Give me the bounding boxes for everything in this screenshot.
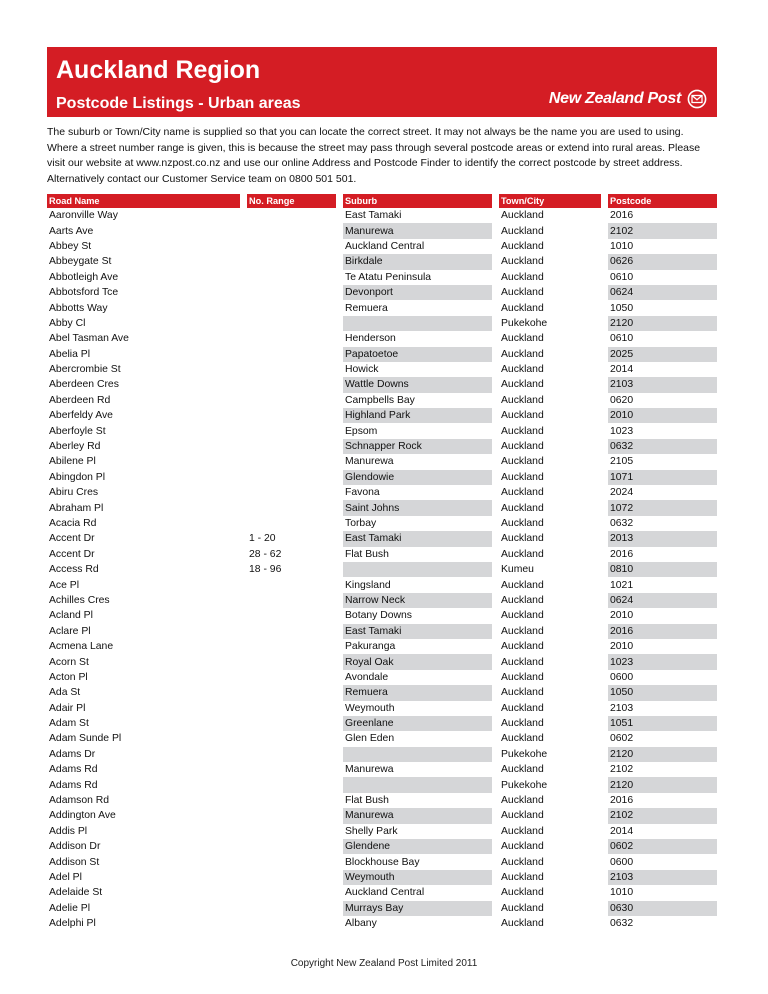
town-city-cell: Kumeu [501, 564, 534, 576]
postcode-cell: 0602 [608, 839, 717, 854]
postcode-cell: 2102 [608, 808, 717, 823]
town-city-cell: Auckland [501, 656, 544, 668]
suburb-cell: Remuera [345, 302, 388, 314]
road-name-cell: Abilene Pl [49, 456, 96, 468]
town-city-cell: Auckland [501, 795, 544, 807]
town-city-cell: Auckland [501, 471, 544, 483]
suburb-cell: Avondale [345, 671, 389, 683]
postcode-table [47, 194, 717, 931]
no-range-cell [247, 377, 336, 392]
postcode-cell: 0602 [610, 733, 634, 745]
road-name-cell: Abbeygate St [49, 256, 112, 268]
table-row [47, 531, 717, 546]
suburb-cell: Schnapper Rock [343, 439, 492, 454]
column-header-suburb: Suburb [343, 194, 492, 208]
road-name-cell: Abingdon Pl [49, 471, 106, 483]
no-range-cell [247, 854, 336, 869]
table-row [47, 547, 717, 562]
table-row [47, 577, 717, 592]
postcode-cell: 0632 [610, 918, 634, 930]
suburb-cell: Narrow Neck [343, 593, 492, 608]
column-header-town-city: Town/City [499, 194, 601, 208]
postcode-cell: 1021 [610, 579, 634, 591]
postcode-cell: 1023 [610, 425, 634, 437]
no-range-cell [247, 639, 336, 654]
postcode-cell: 1050 [610, 302, 634, 314]
no-range-cell [247, 347, 336, 362]
page-subtitle: Postcode Listings - Urban areas [56, 95, 301, 112]
road-name-cell: Aberdeen Rd [49, 394, 111, 406]
suburb-cell: East Tamaki [345, 210, 402, 222]
suburb-cell: Devonport [343, 285, 492, 300]
road-name-cell: Aclare Pl [49, 625, 91, 637]
postcode-cell: 1071 [608, 470, 717, 485]
postcode-cell: 2010 [610, 610, 634, 622]
no-range-cell [247, 223, 336, 238]
postcode-cell: 2013 [608, 531, 717, 546]
road-name-cell: Aberdeen Cres [49, 379, 119, 391]
postcode-cell: 0632 [608, 439, 717, 454]
table-row [47, 454, 717, 469]
table-row [47, 270, 717, 285]
suburb-cell: Albany [345, 918, 377, 930]
no-range-cell [247, 670, 336, 685]
town-city-cell: Auckland [501, 533, 544, 545]
no-range-cell [247, 316, 336, 331]
suburb-cell: Royal Oak [343, 654, 492, 669]
road-name-cell: Abby Cl [49, 317, 86, 329]
no-range-cell [247, 793, 336, 808]
town-city-cell: Auckland [501, 579, 544, 591]
table-row [47, 239, 717, 254]
postcode-cell: 1072 [608, 500, 717, 515]
suburb-cell: East Tamaki [343, 531, 492, 546]
no-range-cell [247, 624, 336, 639]
suburb-cell: Murrays Bay [343, 901, 492, 916]
no-range-cell [247, 408, 336, 423]
postcode-cell: 2024 [610, 487, 634, 499]
town-city-cell: Auckland [501, 918, 544, 930]
road-name-cell: Acmena Lane [49, 641, 114, 653]
town-city-cell: Auckland [501, 240, 544, 252]
no-range-cell [247, 439, 336, 454]
no-range-cell [247, 808, 336, 823]
suburb-cell [343, 747, 492, 762]
town-city-cell: Auckland [501, 410, 544, 422]
suburb-cell: Favona [345, 487, 380, 499]
table-row [47, 685, 717, 700]
column-header-postcode: Postcode [608, 194, 717, 208]
envelope-icon [687, 89, 707, 109]
town-city-cell: Auckland [501, 333, 544, 345]
no-range-cell: 18 - 96 [249, 564, 282, 576]
postcode-cell: 2025 [608, 347, 717, 362]
postcode-cell: 0624 [608, 285, 717, 300]
postcode-cell: 1010 [610, 887, 634, 899]
town-city-cell: Auckland [501, 641, 544, 653]
town-city-cell: Auckland [501, 902, 544, 914]
postcode-cell: 0620 [610, 394, 634, 406]
no-range-cell [247, 423, 336, 438]
table-row [47, 470, 717, 485]
town-city-cell: Auckland [501, 425, 544, 437]
postcode-cell: 0632 [610, 518, 634, 529]
town-city-cell: Auckland [501, 502, 544, 514]
table-row [47, 747, 717, 762]
header-banner [47, 47, 717, 117]
town-city-cell: Auckland [501, 256, 544, 268]
table-row [47, 793, 717, 808]
nz-post-logo [549, 89, 707, 109]
road-name-cell: Abbey St [49, 240, 92, 252]
no-range-cell [247, 685, 336, 700]
suburb-cell: Pakuranga [345, 641, 396, 653]
road-name-cell: Accent Dr [49, 548, 95, 560]
road-name-cell: Acton Pl [49, 671, 88, 683]
table-row [47, 285, 717, 300]
no-range-cell [247, 839, 336, 854]
no-range-cell [247, 239, 336, 254]
suburb-cell: Weymouth [345, 702, 395, 714]
postcode-cell: 2103 [610, 702, 634, 714]
postcode-cell: 2102 [608, 223, 717, 238]
road-name-cell: Abel Tasman Ave [49, 333, 129, 345]
road-name-cell: Aberfeldy Ave [49, 410, 113, 422]
suburb-cell: Auckland Central [345, 240, 425, 252]
table-row [47, 854, 717, 869]
town-city-cell: Auckland [501, 887, 544, 899]
table-row [47, 608, 717, 623]
suburb-cell: Manurewa [343, 808, 492, 823]
no-range-cell [247, 593, 336, 608]
postcode-cell: 2120 [608, 747, 717, 762]
no-range-cell [247, 470, 336, 485]
suburb-cell: Birkdale [343, 254, 492, 269]
suburb-cell: Henderson [345, 333, 396, 345]
table-row [47, 439, 717, 454]
road-name-cell: Aberley Rd [49, 441, 101, 453]
no-range-cell [247, 300, 336, 315]
town-city-cell: Auckland [501, 348, 544, 360]
postcode-cell: 1050 [608, 685, 717, 700]
suburb-cell: Blockhouse Bay [345, 856, 420, 868]
table-body [47, 208, 717, 931]
no-range-cell [247, 500, 336, 515]
table-row [47, 516, 717, 531]
table-row [47, 331, 717, 346]
road-name-cell: Acorn St [49, 656, 89, 668]
postcode-cell: 2120 [608, 316, 717, 331]
postcode-cell: 2102 [610, 764, 634, 776]
column-header-no-range: No. Range [247, 194, 336, 208]
postcode-cell: 0600 [610, 856, 634, 868]
road-name-cell: Adam St [49, 718, 89, 730]
town-city-cell: Auckland [501, 518, 544, 529]
table-row [47, 885, 717, 900]
suburb-cell [343, 777, 492, 792]
suburb-cell: Howick [345, 364, 379, 376]
no-range-cell [247, 916, 336, 931]
suburb-cell: Kingsland [345, 579, 391, 591]
table-row [47, 701, 717, 716]
suburb-cell: Flat Bush [345, 548, 389, 560]
postcode-cell: 1023 [608, 654, 717, 669]
postcode-cell: 2105 [610, 456, 634, 468]
no-range-cell [247, 716, 336, 731]
table-row [47, 254, 717, 269]
town-city-cell: Auckland [501, 225, 544, 237]
no-range-cell [247, 208, 336, 223]
road-name-cell: Ada St [49, 687, 81, 699]
town-city-cell: Auckland [501, 287, 544, 299]
town-city-cell: Auckland [501, 548, 544, 560]
table-header-row [47, 194, 717, 208]
no-range-cell [247, 731, 336, 746]
no-range-cell [247, 747, 336, 762]
no-range-cell [247, 485, 336, 500]
suburb-cell: Glen Eden [345, 733, 395, 745]
no-range-cell [247, 393, 336, 408]
town-city-cell: Auckland [501, 364, 544, 376]
no-range-cell: 28 - 62 [249, 548, 282, 560]
town-city-cell: Auckland [501, 379, 544, 391]
suburb-cell: Epsom [345, 425, 378, 437]
suburb-cell: East Tamaki [343, 624, 492, 639]
table-row [47, 347, 717, 362]
postcode-cell: 1010 [610, 240, 634, 252]
town-city-cell: Auckland [501, 394, 544, 406]
town-city-cell: Auckland [501, 810, 544, 822]
no-range-cell [247, 577, 336, 592]
intro-paragraph: The suburb or Town/City name is supplied so that you can locate the correct street. It may not always be the name you are used to using. Where a street number range is given, this is because the street may pass through several postcode areas or extend into rural areas. Please visit our website at www.nzpost.co.nz and use our online Address and Postcode Finder to identify the correct postcode by street address. Alternatively contact our Customer Service team on 0800 501 501. [47, 126, 701, 185]
suburb-cell: Auckland Central [345, 887, 425, 899]
town-city-cell: Auckland [501, 610, 544, 622]
road-name-cell: Addington Ave [49, 810, 116, 822]
table-row [47, 824, 717, 839]
town-city-cell: Auckland [501, 733, 544, 745]
table-row [47, 500, 717, 515]
table-row [47, 762, 717, 777]
suburb-cell: Botany Downs [345, 610, 412, 622]
suburb-cell: Saint Johns [343, 500, 492, 515]
table-row [47, 223, 717, 238]
town-city-cell: Auckland [501, 856, 544, 868]
road-name-cell: Adair Pl [49, 702, 86, 714]
suburb-cell [343, 562, 492, 577]
road-name-cell: Ace Pl [49, 579, 80, 591]
town-city-cell: Auckland [501, 825, 544, 837]
suburb-cell: Papatoetoe [343, 347, 492, 362]
town-city-cell: Pukekohe [501, 748, 548, 760]
table-row [47, 316, 717, 331]
road-name-cell: Achilles Cres [49, 594, 110, 606]
no-range-cell [247, 254, 336, 269]
road-name-cell: Adelie Pl [49, 902, 91, 914]
town-city-cell: Auckland [501, 702, 544, 714]
no-range-cell [247, 331, 336, 346]
road-name-cell: Aberfoyle St [49, 425, 106, 437]
postcode-cell: 2010 [610, 641, 634, 653]
no-range-cell [247, 454, 336, 469]
town-city-cell: Auckland [501, 718, 544, 730]
postcode-cell: 2014 [610, 825, 634, 837]
suburb-cell: Wattle Downs [343, 377, 492, 392]
table-row [47, 423, 717, 438]
no-range-cell [247, 777, 336, 792]
road-name-cell: Abiru Cres [49, 487, 99, 499]
town-city-cell: Auckland [501, 671, 544, 683]
road-name-cell: Addison Dr [49, 841, 101, 853]
postcode-cell: 2103 [608, 377, 717, 392]
table-row [47, 208, 717, 223]
postcode-cell: 2016 [610, 548, 634, 560]
suburb-cell: Highland Park [343, 408, 492, 423]
suburb-cell: Remuera [343, 685, 492, 700]
no-range-cell [247, 608, 336, 623]
table-row [47, 654, 717, 669]
town-city-cell: Auckland [501, 487, 544, 499]
postcode-cell: 2010 [608, 408, 717, 423]
no-range-cell [247, 762, 336, 777]
suburb-cell [343, 316, 492, 331]
postcode-cell: 2014 [610, 364, 634, 376]
suburb-cell: Manurewa [345, 764, 394, 776]
road-name-cell: Addis Pl [49, 825, 88, 837]
table-row [47, 377, 717, 392]
table-row [47, 870, 717, 885]
road-name-cell: Adamson Rd [49, 795, 110, 807]
table-row [47, 670, 717, 685]
road-name-cell: Abelia Pl [49, 348, 91, 360]
postcode-cell: 2016 [608, 624, 717, 639]
table-row [47, 408, 717, 423]
suburb-cell: Manurewa [343, 223, 492, 238]
table-row [47, 716, 717, 731]
no-range-cell [247, 516, 336, 531]
road-name-cell: Adel Pl [49, 871, 82, 883]
no-range-cell: 1 - 20 [249, 533, 276, 545]
postcode-cell: 0810 [608, 562, 717, 577]
suburb-cell: Greenlane [343, 716, 492, 731]
road-name-cell: Abercrombie St [49, 364, 121, 376]
suburb-cell: Torbay [345, 518, 377, 529]
suburb-cell: Weymouth [343, 870, 492, 885]
table-row [47, 808, 717, 823]
town-city-cell: Auckland [501, 841, 544, 853]
town-city-cell: Auckland [501, 625, 544, 637]
road-name-cell: Adam Sunde Pl [49, 733, 122, 745]
town-city-cell: Auckland [501, 302, 544, 314]
table-row [47, 777, 717, 792]
postcode-cell: 0610 [610, 333, 634, 345]
table-row [47, 639, 717, 654]
town-city-cell: Auckland [501, 871, 544, 883]
postcode-cell: 0630 [608, 901, 717, 916]
road-name-cell: Abbotsford Tce [49, 287, 119, 299]
road-name-cell: Aaronville Way [49, 210, 118, 222]
town-city-cell: Pukekohe [501, 317, 548, 329]
town-city-cell: Pukekohe [501, 779, 548, 791]
no-range-cell [247, 654, 336, 669]
no-range-cell [247, 285, 336, 300]
road-name-cell: Abbotts Way [49, 302, 108, 314]
road-name-cell: Aarts Ave [49, 225, 94, 237]
table-row [47, 562, 717, 577]
suburb-cell: Manurewa [345, 456, 394, 468]
copyright-notice: Copyright New Zealand Post Limited 2011 [290, 958, 478, 969]
table-row [47, 485, 717, 500]
no-range-cell [247, 901, 336, 916]
suburb-cell: Flat Bush [345, 795, 389, 807]
no-range-cell [247, 701, 336, 716]
town-city-cell: Auckland [501, 687, 544, 699]
table-row [47, 901, 717, 916]
road-name-cell: Acacia Rd [49, 518, 97, 529]
suburb-cell: Campbells Bay [345, 394, 415, 406]
town-city-cell: Auckland [501, 594, 544, 606]
road-name-cell: Access Rd [49, 564, 99, 576]
road-name-cell: Adams Rd [49, 764, 98, 776]
logo-text: New Zealand Post [548, 90, 681, 107]
postcode-cell: 0624 [608, 593, 717, 608]
table-row [47, 839, 717, 854]
no-range-cell [247, 824, 336, 839]
road-name-cell: Adams Rd [49, 779, 98, 791]
postcode-cell: 0610 [610, 271, 634, 283]
road-name-cell: Acland Pl [49, 610, 93, 622]
postcode-cell: 0600 [610, 671, 634, 683]
road-name-cell: Abbotleigh Ave [49, 271, 119, 283]
table-row [47, 593, 717, 608]
postcode-cell: 0626 [608, 254, 717, 269]
no-range-cell [247, 270, 336, 285]
postcode-cell: 2016 [610, 795, 634, 807]
table-row [47, 362, 717, 377]
town-city-cell: Auckland [501, 441, 544, 453]
suburb-cell: Glendene [343, 839, 492, 854]
postcode-cell: 2016 [610, 210, 634, 222]
suburb-cell: Glendowie [343, 470, 492, 485]
table-row [47, 393, 717, 408]
road-name-cell: Accent Dr [49, 533, 95, 545]
page-title: Auckland Region [56, 56, 261, 84]
town-city-cell: Auckland [501, 210, 544, 222]
road-name-cell: Adelaide St [49, 887, 103, 899]
road-name-cell: Abraham Pl [49, 502, 104, 514]
no-range-cell [247, 362, 336, 377]
road-name-cell: Adams Dr [49, 748, 96, 760]
town-city-cell: Auckland [501, 764, 544, 776]
town-city-cell: Auckland [501, 271, 544, 283]
town-city-cell: Auckland [501, 456, 544, 468]
column-header-road-name: Road Name [47, 194, 240, 208]
road-name-cell: Addison St [49, 856, 100, 868]
table-row [47, 624, 717, 639]
table-row [47, 731, 717, 746]
road-name-cell: Adelphi Pl [49, 918, 96, 930]
postcode-cell: 2103 [608, 870, 717, 885]
table-row [47, 300, 717, 315]
table-row [47, 916, 717, 931]
postcode-cell: 1051 [608, 716, 717, 731]
postcode-cell: 2120 [608, 777, 717, 792]
no-range-cell [247, 885, 336, 900]
no-range-cell [247, 870, 336, 885]
suburb-cell: Te Atatu Peninsula [345, 271, 432, 283]
suburb-cell: Shelly Park [345, 825, 398, 837]
